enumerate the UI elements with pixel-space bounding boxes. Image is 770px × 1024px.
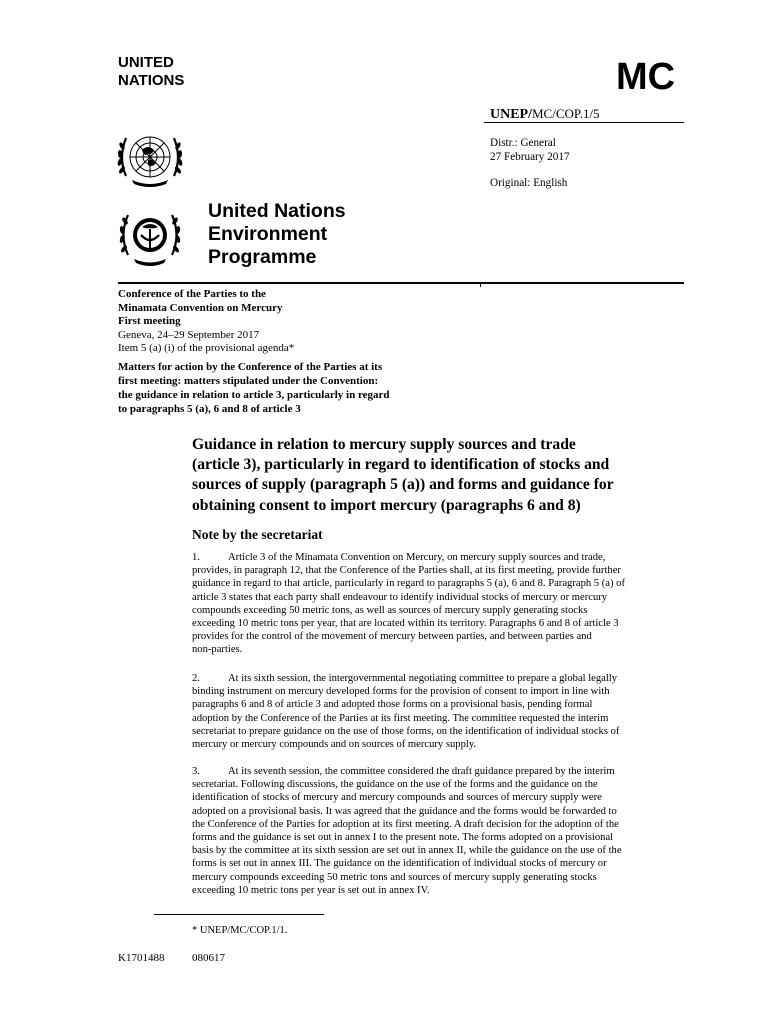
paragraph-line: compounds exceeding 50 metric tons, as well as sources of mercury supply generating stocks (192, 604, 588, 616)
paragraph-line: the Conference of the Parties for adoption at its first meeting. A draft decision for the adoption of the (192, 818, 619, 830)
un-emblem-icon (112, 126, 188, 192)
paragraph-line: mercury compounds exceeding 50 metric tons and sources of mercury supply generating stocks (192, 871, 597, 883)
paragraph-line: article 3 states that each party shall endeavour to identify individual stocks of mercury or mercury (192, 591, 608, 603)
agenda-line: the guidance in relation to article 3, particularly in regard (118, 389, 390, 401)
footnote-separator (154, 914, 324, 915)
unep-name-line3: Programme (208, 246, 317, 268)
note-heading: Note by the secretariat (192, 527, 323, 542)
job-date: 080617 (192, 952, 225, 964)
document-title (192, 435, 682, 516)
meeting-line: Item 5 (a) (i) of the provisional agenda* (118, 342, 295, 355)
mc-mark: MC (616, 56, 676, 98)
org-name (118, 54, 238, 90)
unep-name-line1: United Nations (208, 200, 346, 222)
paragraph-2 (192, 672, 682, 751)
paragraph-line: guidance in regard to that article, particularly in regard to paragraphs 5 (a), 6 and 8. Paragraph 5 (a) of (192, 578, 625, 590)
meeting-line: First meeting (118, 315, 181, 328)
paragraph-line: exceeding 10 metric tons per year, that are located within its territory. Paragraphs 6 and 8 of article 3 (192, 618, 619, 630)
meeting-info (118, 288, 438, 356)
paragraph-line: paragraphs 6 and 8 of article 3 and adopted those forms on a provisional basis, pending formal (192, 699, 593, 711)
paragraph-line: basis by the committee at its sixth session are set out in annex II, while the guidance on the use of the (192, 845, 622, 857)
paragraph-line: provides for the control of the movement of mercury between parties, and between parties and (192, 631, 592, 643)
distribution-text: Distr.: General (490, 137, 556, 149)
paragraph-line: mercury or mercury compounds and on sources of mercury supply. (192, 739, 477, 751)
document-symbol-prefix: UNEP/ (490, 107, 532, 122)
symbol-underline (484, 122, 684, 123)
issue-date: 27 February 2017 (490, 151, 570, 163)
original-language: Original: English (490, 177, 568, 189)
paragraph-line: forms is set out in annex III. The guidance on the identification of individual stocks of mercury or (192, 858, 607, 870)
footnote: * UNEP/MC/COP.1/1. (192, 925, 288, 936)
paragraph-line: adopted on a provisional basis. It was agreed that the guidance and the forms would be forwarded to (192, 805, 617, 817)
paragraph-number: 3. (192, 766, 200, 777)
meeting-line: Geneva, 24–29 September 2017 (118, 328, 260, 341)
paragraph-line: binding instrument on mercury developed forms for the provision of consent to import in line with (192, 686, 610, 698)
title-line: sources of supply (paragraph 5 (a)) and forms and guidance for (192, 476, 614, 494)
header-rule (118, 282, 684, 284)
document-symbol (490, 106, 600, 123)
paragraph-line: identification of stocks of mercury and mercury compounds and sources of mercury supply were (192, 792, 602, 804)
agenda-line: first meeting: matters stipulated under the Convention: (118, 375, 379, 387)
paragraph-line: provides, in paragraph 12, that the Conference of the Parties shall, at its first meeting, provide further (192, 565, 621, 577)
document-symbol-rest: MC/COP.1/5 (532, 106, 600, 121)
distribution (490, 136, 570, 164)
org-name-line2: NATIONS (118, 72, 185, 89)
unep-logo-icon (116, 205, 184, 269)
header-rule-tick (480, 282, 481, 287)
paragraph-line: Article 3 of the Minamata Convention on Mercury, on mercury supply sources and trade, (228, 552, 606, 563)
paragraph-number: 2. (192, 673, 200, 684)
agenda-line: to paragraphs 5 (a), 6 and 8 of article 3 (118, 403, 301, 415)
job-code: K1701488 (118, 952, 165, 964)
paragraph-line: exceeding 10 metric tons per year is set out in annex IV. (192, 884, 430, 896)
paragraph-line: secretariat to prepare guidance on the use of those forms, on the identification of individual stocks of (192, 725, 620, 737)
agenda-item-title (118, 360, 438, 416)
paragraph-1 (192, 551, 682, 657)
title-line: Guidance in relation to mercury supply sources and trade (192, 436, 576, 453)
meeting-line: Minamata Convention on Mercury (118, 301, 283, 314)
org-name-line1: UNITED (118, 54, 174, 71)
paragraph-line: forms and the guidance is set out in annex I to the present note. The forms adopted on a provisional (192, 832, 614, 844)
paragraph-line: non-parties. (192, 644, 243, 656)
meeting-line: Conference of the Parties to the (118, 288, 266, 300)
unep-name (208, 200, 346, 269)
title-line: obtaining consent to import mercury (paragraphs 6 and 8) (192, 496, 581, 514)
paragraph-3 (192, 765, 682, 897)
paragraph-number: 1. (192, 552, 200, 563)
paragraph-line: At its sixth session, the intergovernmental negotiating committee to prepare a global legally (228, 673, 618, 684)
agenda-line: Matters for action by the Conference of the Parties at its (118, 361, 383, 373)
paragraph-line: adoption by the Conference of the Parties at its first meeting. The committee requested the interim (192, 712, 609, 724)
paragraph-line: At its seventh session, the committee considered the draft guidance prepared by the interim (228, 766, 615, 777)
paragraph-line: secretariat. Following discussions, the guidance on the use of the forms and the guidance on the (192, 779, 598, 791)
title-line: (article 3), particularly in regard to identification of stocks and (192, 456, 610, 474)
unep-name-line2: Environment (208, 223, 328, 245)
